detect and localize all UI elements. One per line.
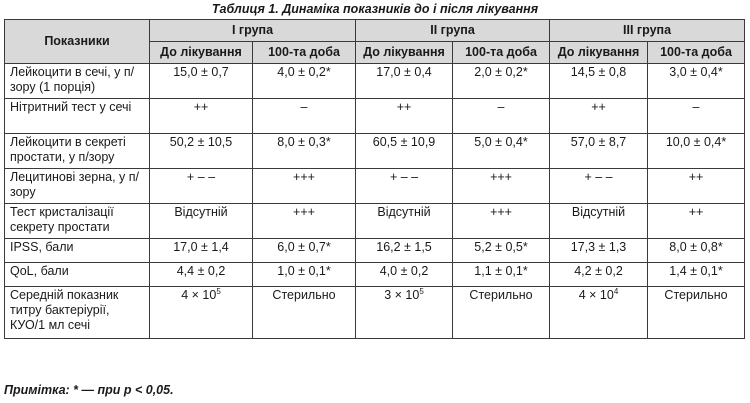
table-row [5,204,745,239]
cell-value: ++ [648,204,745,239]
cell-value: 60,5 ± 10,9 [356,134,453,169]
cell-value: + – – [550,169,648,204]
cell-value: 50,2 ± 10,5 [150,134,253,169]
cell-value [453,287,550,339]
cell-value: +++ [253,169,356,204]
cell-value: Відсутній [356,204,453,239]
cell-value: 4,0 ± 0,2* [253,64,356,99]
cell-value: 5,0 ± 0,4* [453,134,550,169]
results-table [4,19,745,339]
header-group-2: II група [356,20,550,42]
cell-value: 1,1 ± 0,1* [453,263,550,287]
header-period: 100-та доба [253,42,356,64]
cell-value: 6,0 ± 0,7* [253,239,356,263]
titre-base: 4 × 10 [181,288,217,302]
cell-value: +++ [253,204,356,239]
cell-value: + – – [150,169,253,204]
cell-value: 4,0 ± 0,2 [356,263,453,287]
cell-value: 4,4 ± 0,2 [150,263,253,287]
cell-value: 8,0 ± 0,3* [253,134,356,169]
titre-exponent: 5 [419,286,424,296]
cell-value: 1,0 ± 0,1* [253,263,356,287]
cell-value: Відсутній [550,204,648,239]
titre-exponent: 4 [613,286,619,296]
cell-value: + – – [356,169,453,204]
header-row-groups [5,20,745,42]
header-indicator: Показники [5,20,150,64]
table-caption: Таблиця 1. Динаміка показників до і після лікування [211,2,539,16]
header-period: До лікування [356,42,453,64]
table-row [5,287,745,339]
cell-value: 1,4 ± 0,1* [648,263,745,287]
row-label: Лейкоцити в сечі, у п/зору (1 порція) [5,64,150,99]
cell-value: +++ [453,204,550,239]
cell-value: 57,0 ± 8,7 [550,134,648,169]
cell-value: 10,0 ± 0,4* [648,134,745,169]
header-group-1: I група [150,20,356,42]
row-label: Тест кристалізації секрету простати [5,204,150,239]
header-period: До лікування [150,42,253,64]
cell-value: 17,0 ± 1,4 [150,239,253,263]
table-row [5,263,745,287]
titre-base: 3 × 10 [384,288,420,302]
titre-base: Стерильно [469,288,533,302]
header-period: 100-та доба [453,42,550,64]
table-row [5,169,745,204]
cell-value: ++ [550,99,648,134]
row-label: Середній показник титру бактеріурії, КУО/1 мл сечі [5,287,150,339]
cell-value: 3,0 ± 0,4* [648,64,745,99]
cell-value: 17,0 ± 0,4 [356,64,453,99]
header-group-3: III група [550,20,745,42]
cell-value [150,287,253,339]
row-label: QoL, бали [5,263,150,287]
cell-value: 15,0 ± 0,7 [150,64,253,99]
titre-base: Стерильно [272,288,336,302]
cell-value: +++ [453,169,550,204]
cell-value: – [648,99,745,134]
cell-value: 17,3 ± 1,3 [550,239,648,263]
cell-value [550,287,648,339]
titre-exponent: 5 [216,286,221,296]
cell-value: 5,2 ± 0,5* [453,239,550,263]
table-row [5,64,745,99]
table-row [5,239,745,263]
cell-value: ++ [150,99,253,134]
cell-value [356,287,453,339]
cell-value [648,287,745,339]
header-period: До лікування [550,42,648,64]
table-row [5,134,745,169]
cell-value: 4,2 ± 0,2 [550,263,648,287]
cell-value: ++ [648,169,745,204]
cell-value: 14,5 ± 0,8 [550,64,648,99]
row-label: Лецитинові зерна, у п/зору [5,169,150,204]
cell-value: 8,0 ± 0,8* [648,239,745,263]
cell-value: Відсутній [150,204,253,239]
row-label: IPSS, бали [5,239,150,263]
row-label: Нітритний тест у сечі [5,99,150,134]
titre-base: Стерильно [664,288,728,302]
row-label: Лейкоцити в секреті простати, у п/зору [5,134,150,169]
cell-value: – [253,99,356,134]
titre-base: 4 × 10 [578,288,614,302]
cell-value [253,287,356,339]
cell-value: 16,2 ± 1,5 [356,239,453,263]
cell-value: 2,0 ± 0,2* [453,64,550,99]
cell-value: ++ [356,99,453,134]
header-period: 100-та доба [648,42,745,64]
table-row [5,99,745,134]
cell-value: – [453,99,550,134]
table-footnote: Примітка: * — при р < 0,05. [4,383,174,397]
